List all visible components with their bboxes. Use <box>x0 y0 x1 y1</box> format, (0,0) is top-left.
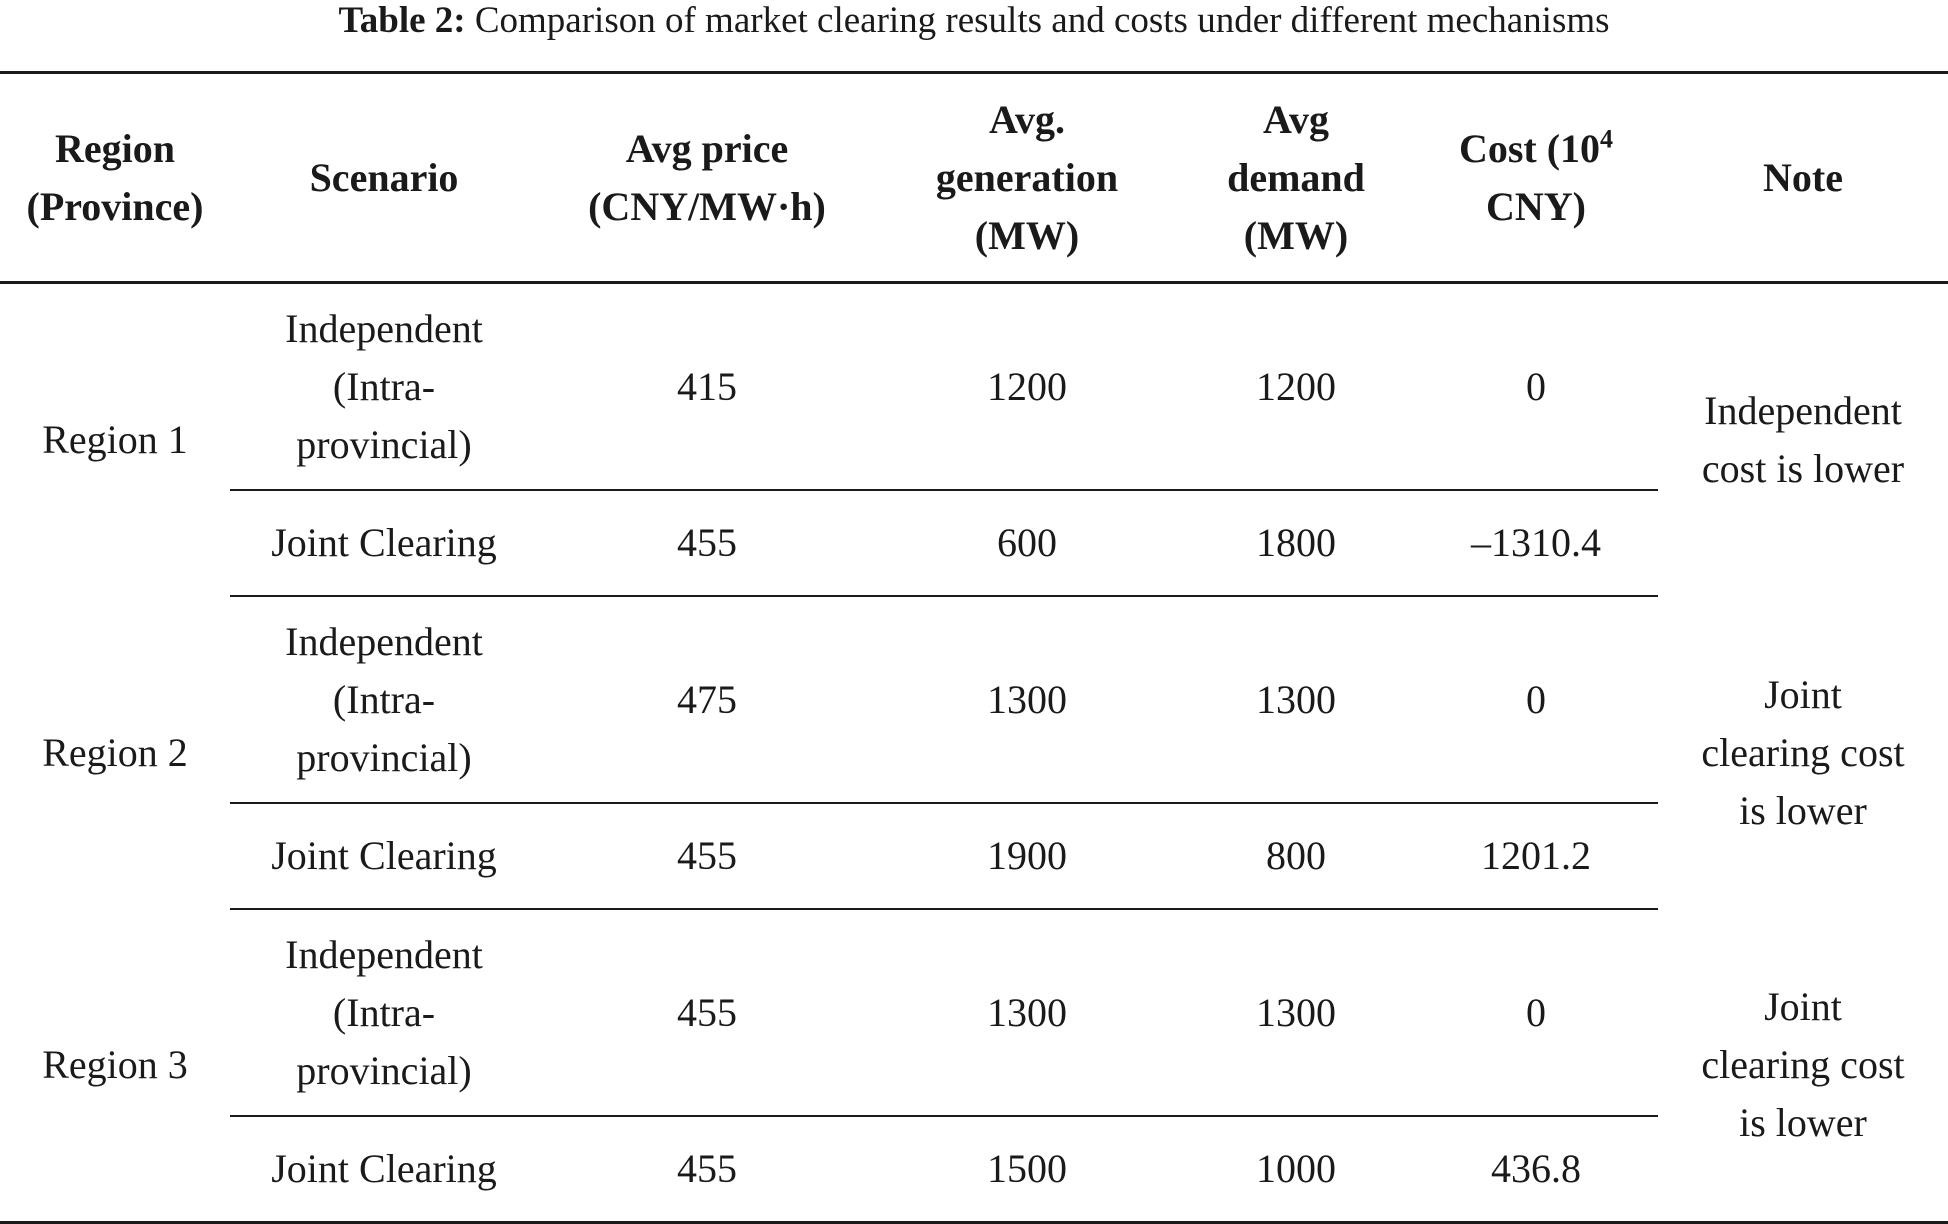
header-cost-superscript: 4 <box>1600 124 1614 154</box>
header-price <box>538 73 876 283</box>
generation-cell: 1200 <box>876 283 1178 491</box>
price-cell: 455 <box>538 1116 876 1223</box>
region-label: Region 3 <box>42 1042 188 1087</box>
table-row <box>0 1116 1948 1223</box>
header-cost <box>1414 73 1658 283</box>
scenario-label: Independent (Intra- provincial) <box>285 618 483 780</box>
cost-cell: 1201.2 <box>1414 803 1658 909</box>
generation-cell: 1500 <box>876 1116 1178 1223</box>
demand-cell: 1800 <box>1178 490 1414 596</box>
demand-cell: 800 <box>1178 803 1414 909</box>
generation-cell: 1300 <box>876 909 1178 1116</box>
note-cell <box>1658 909 1948 1223</box>
price-cell: 475 <box>538 596 876 803</box>
demand-cell: 1300 <box>1178 596 1414 803</box>
price-cell: 455 <box>538 803 876 909</box>
price-cell: 415 <box>538 283 876 491</box>
header-row <box>0 73 1948 283</box>
table-row <box>0 909 1948 1116</box>
scenario-cell <box>230 283 538 491</box>
generation-cell: 1300 <box>876 596 1178 803</box>
scenario-cell: Joint Clearing <box>230 1116 538 1223</box>
price-cell: 455 <box>538 490 876 596</box>
region-cell <box>0 596 230 909</box>
cost-cell: 436.8 <box>1414 1116 1658 1223</box>
region-label: Region 2 <box>42 729 188 775</box>
region-cell <box>0 909 230 1223</box>
header-note <box>1658 73 1948 283</box>
header-generation-label: Avg. generation (MW) <box>935 96 1119 258</box>
cost-cell: 0 <box>1414 283 1658 491</box>
header-scenario-label: Scenario <box>309 154 459 200</box>
note-cell <box>1658 596 1948 909</box>
cost-cell: –1310.4 <box>1414 490 1658 596</box>
price-cell: 455 <box>538 909 876 1116</box>
table-row <box>0 596 1948 803</box>
header-cost-suffix: CNY) <box>1486 183 1586 229</box>
region-label: Region 1 <box>42 417 188 462</box>
demand-cell: 1000 <box>1178 1116 1414 1223</box>
cost-cell: 0 <box>1414 909 1658 1116</box>
scenario-label: Independent (Intra- provincial) <box>285 305 483 467</box>
table-row <box>0 490 1948 596</box>
header-price-label: Avg price (CNY/MW·h) <box>588 125 826 229</box>
header-region-label: Region (Province) <box>26 125 204 229</box>
generation-cell: 1900 <box>876 803 1178 909</box>
note-cell <box>1658 283 1948 597</box>
header-generation <box>876 73 1178 283</box>
note-label: Joint clearing cost is lower <box>1701 671 1905 833</box>
cost-cell: 0 <box>1414 596 1658 803</box>
scenario-cell <box>230 909 538 1116</box>
region-group <box>0 283 1948 597</box>
note-label: Joint clearing cost is lower <box>1701 984 1905 1145</box>
region-group <box>0 909 1948 1223</box>
table-row <box>0 283 1948 491</box>
region-group <box>0 596 1948 909</box>
results-table <box>0 71 1948 1224</box>
note-label: Independent cost is lower <box>1701 388 1905 491</box>
scenario-cell: Joint Clearing <box>230 490 538 596</box>
header-demand-label: Avg demand (MW) <box>1227 96 1365 258</box>
header-note-label: Note <box>1763 154 1843 200</box>
scenario-cell <box>230 596 538 803</box>
caption-label: Table 2: <box>338 0 466 41</box>
header-cost-prefix: Cost (10 <box>1458 125 1601 171</box>
scenario-label: Independent (Intra- provincial) <box>285 931 483 1093</box>
generation-cell: 600 <box>876 490 1178 596</box>
demand-cell: 1200 <box>1178 283 1414 491</box>
scenario-cell: Joint Clearing <box>230 803 538 909</box>
caption-text: Comparison of market clearing results and costs under different mechanisms <box>465 0 1610 41</box>
header-demand <box>1178 73 1414 283</box>
table-caption <box>0 0 1948 42</box>
table-row <box>0 803 1948 909</box>
header-scenario <box>230 73 538 283</box>
region-cell <box>0 283 230 597</box>
demand-cell: 1300 <box>1178 909 1414 1116</box>
header-region <box>0 73 230 283</box>
